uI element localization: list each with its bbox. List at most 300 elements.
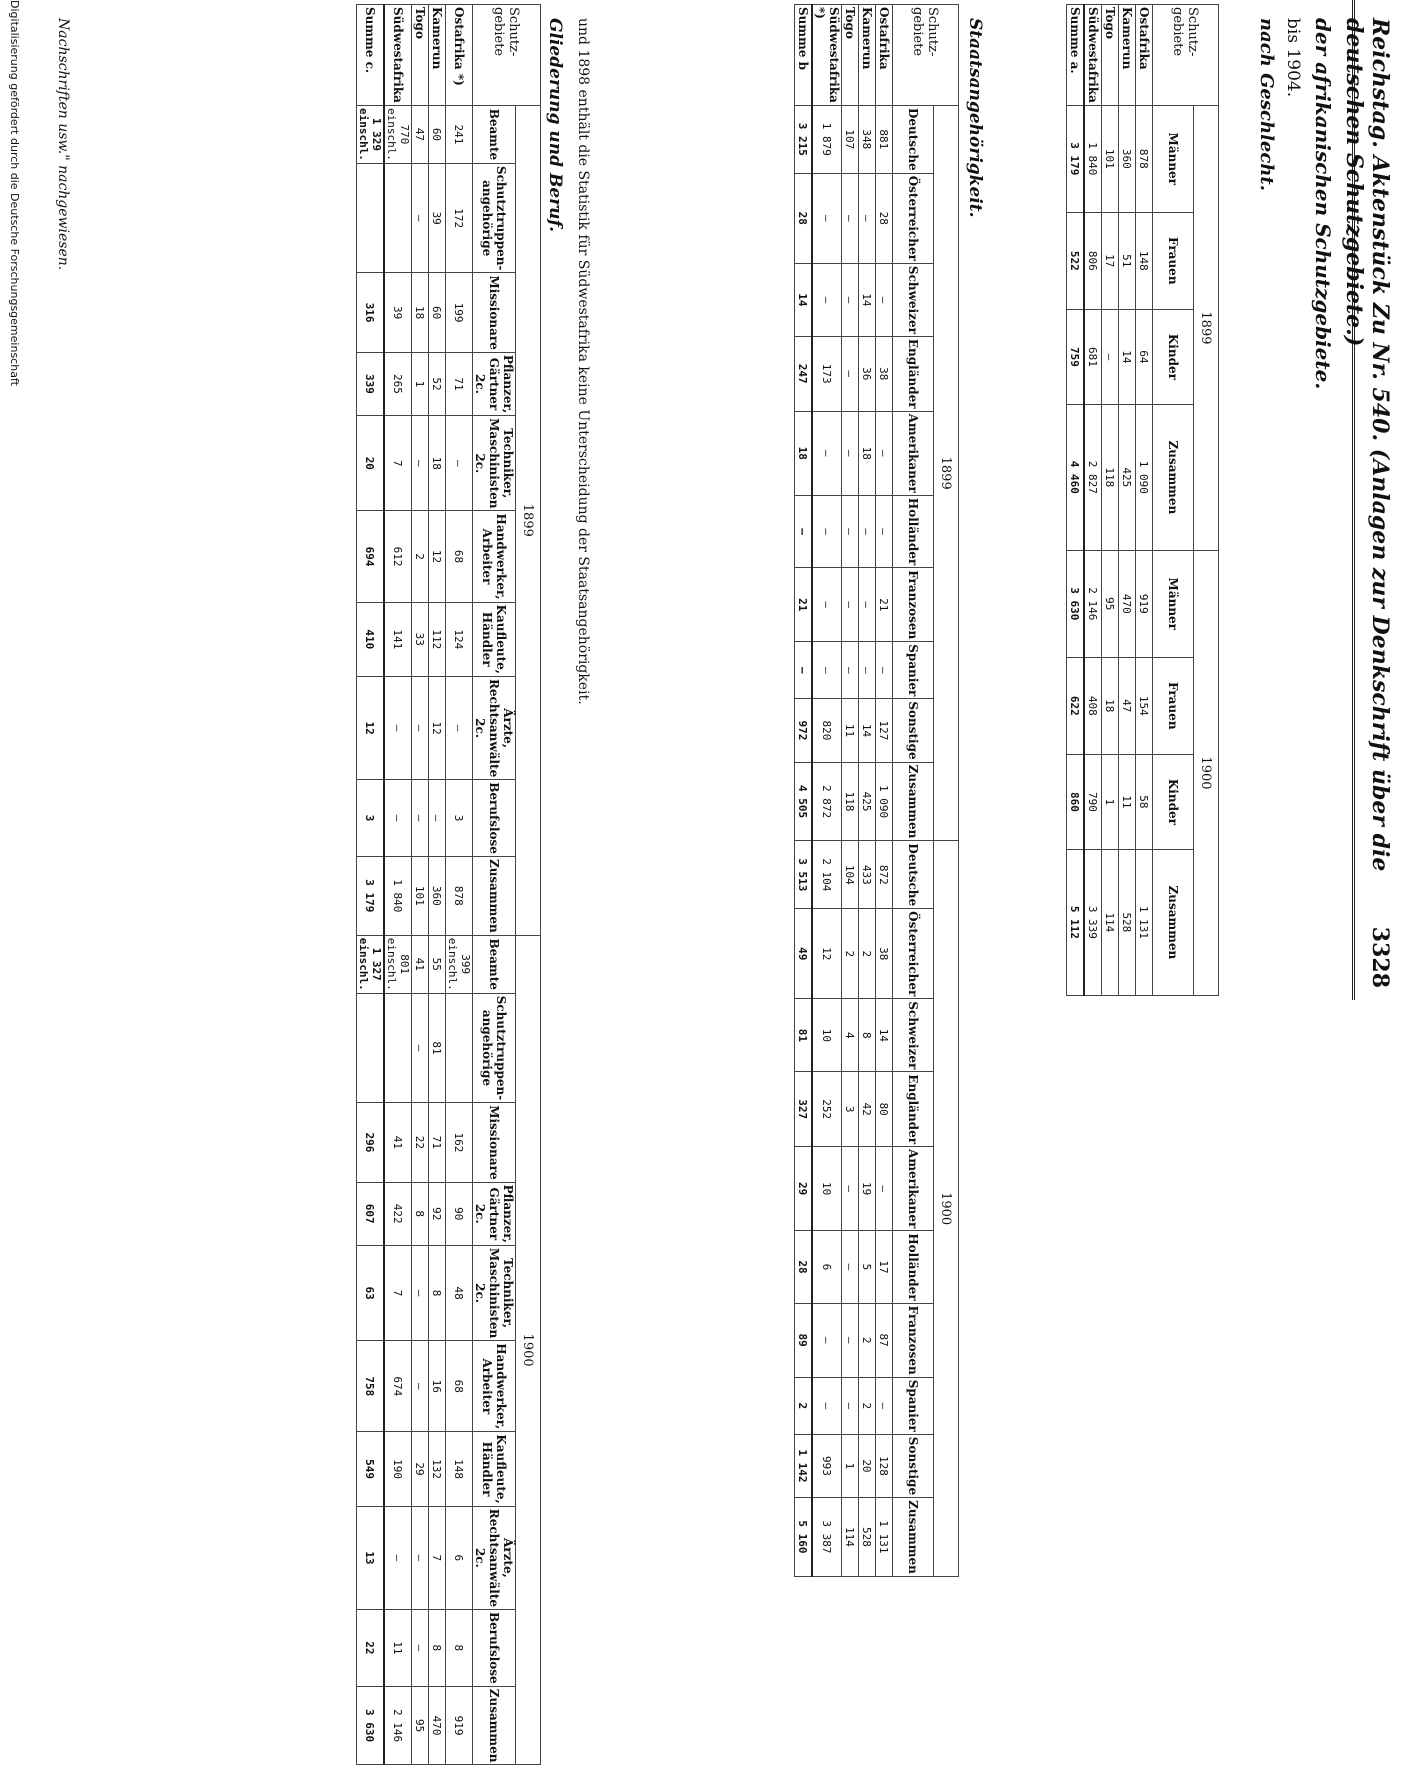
sum-cell: 972 xyxy=(795,699,813,762)
table-cell: — xyxy=(446,416,473,511)
year-header-row xyxy=(934,5,959,1577)
column-header: Ärzte, Rechtsanwälte 2c. xyxy=(473,676,516,779)
sum-cell: 622 xyxy=(1067,657,1085,754)
column-header: Amerikaner xyxy=(893,411,934,495)
table-cell: 10 xyxy=(812,1147,842,1231)
table-cell: — xyxy=(842,263,859,336)
table-cell: — xyxy=(842,642,859,699)
column-header: Zusammen xyxy=(473,1686,516,1765)
table-cell: 95 xyxy=(412,1686,429,1765)
sum-cell: 3 513 xyxy=(795,841,813,909)
table-cell: 2 xyxy=(859,909,876,999)
table-cell: 11 xyxy=(384,1610,412,1687)
table-cell: 58 xyxy=(1136,755,1153,850)
table-cell: 820 xyxy=(812,699,842,762)
table-cell: 114 xyxy=(1102,849,1119,995)
table-cell: 770 einschl. xyxy=(384,105,412,163)
table-cell: 5 xyxy=(859,1231,876,1303)
sum-cell: 247 xyxy=(795,336,813,411)
row-label: Südwestafrika *) xyxy=(812,5,842,106)
table-cell: 881 xyxy=(876,105,893,173)
table-cell: 2 146 xyxy=(1084,550,1102,657)
table-cell: — xyxy=(876,263,893,336)
column-header: Österreicher xyxy=(893,173,934,263)
table-cell: 81 xyxy=(429,993,446,1103)
table-cell: 8 xyxy=(429,1610,446,1687)
table-cell: — xyxy=(842,495,859,567)
table-cell: 124 xyxy=(446,602,473,676)
col-label: Schutz- gebiete xyxy=(473,5,541,106)
table-cell: 8 xyxy=(859,999,876,1072)
row-label: Togo xyxy=(412,5,429,106)
table-cell: 528 xyxy=(859,1498,876,1577)
table-cell: 92 xyxy=(429,1182,446,1245)
table-cell: 60 xyxy=(429,105,446,163)
sum-cell: 14 xyxy=(795,263,813,336)
table-cell: — xyxy=(842,411,859,495)
table-cell: — xyxy=(859,173,876,263)
table-cell: 47 xyxy=(1119,657,1136,754)
table-cell: 114 xyxy=(842,1498,859,1577)
table-cell: — xyxy=(384,780,412,857)
table-row xyxy=(842,5,859,1577)
digitization-note: Digitalisierung gefördert durch die Deutsche Forschungsgemeinschaft xyxy=(8,0,21,386)
column-header: Missionare xyxy=(473,273,516,352)
table-cell: 36 xyxy=(859,336,876,411)
sum-cell: 18 xyxy=(795,411,813,495)
table-cell: — xyxy=(412,1341,429,1432)
table-cell: 801 einschl. xyxy=(384,935,412,993)
column-header: Kaufleute, Händler xyxy=(473,602,516,676)
table-cell: 6 xyxy=(446,1506,473,1609)
sum-cell: 3 179 xyxy=(1067,105,1085,212)
table-cell: 52 xyxy=(429,352,446,415)
table-cell: 51 xyxy=(1119,212,1136,309)
column-header: Zusammen xyxy=(1153,404,1194,550)
table-c-caption: Gliederung und Beruf. xyxy=(545,18,565,233)
table-cell: 38 xyxy=(876,336,893,411)
table-cell: 48 xyxy=(446,1245,473,1340)
table-cell: 1 840 xyxy=(384,856,412,935)
table-cell: 1 090 xyxy=(876,762,893,841)
column-header: Zusammen xyxy=(893,1498,934,1577)
column-header: Berufslose xyxy=(473,780,516,857)
sum-cell: 49 xyxy=(795,909,813,999)
column-header: Missionare xyxy=(473,1103,516,1182)
table-cell: — xyxy=(412,1245,429,1340)
table-cell: — xyxy=(812,263,842,336)
table-cell: 14 xyxy=(876,999,893,1072)
sum-cell xyxy=(357,163,385,273)
table-gender xyxy=(1066,4,1219,996)
table-cell: 252 xyxy=(812,1072,842,1147)
table-cell: 674 xyxy=(384,1341,412,1432)
year-header-row xyxy=(516,5,541,1765)
table-cell: 422 xyxy=(384,1182,412,1245)
sum-cell: — xyxy=(795,495,813,567)
column-header: Schweizer xyxy=(893,263,934,336)
table-cell: 10 xyxy=(812,999,842,1072)
table-row xyxy=(384,5,412,1765)
page-header xyxy=(1341,0,1403,1000)
column-header: Zusammen xyxy=(1153,849,1194,995)
table-cell: — xyxy=(842,1147,859,1231)
column-header: Techniker, Maschinisten 2c. xyxy=(473,1245,516,1340)
page-number: 3328 xyxy=(1367,926,1393,988)
column-header: Berufslose xyxy=(473,1610,516,1687)
table-cell: 1 xyxy=(412,352,429,415)
table-cell: 68 xyxy=(446,1341,473,1432)
sum-cell: 3 179 xyxy=(357,856,385,935)
table-cell: 425 xyxy=(859,762,876,841)
table-cell: 2 872 xyxy=(812,762,842,841)
table-cell: 265 xyxy=(384,352,412,415)
table-cell: 2 xyxy=(842,909,859,999)
row-label: Südwestafrika xyxy=(384,5,412,106)
table-cell: — xyxy=(412,163,429,273)
year-header: 1900 xyxy=(516,935,541,1765)
sum-cell: 4 460 xyxy=(1067,404,1085,550)
sum-cell: 2 xyxy=(795,1377,813,1434)
table-cell: 42 xyxy=(859,1072,876,1147)
column-header: Männer xyxy=(1153,105,1194,212)
table-cell: 104 xyxy=(842,841,859,909)
sum-cell: 12 xyxy=(357,676,385,779)
table-cell: 38 xyxy=(876,909,893,999)
table-cell: 790 xyxy=(1084,755,1102,850)
table-cell: 20 xyxy=(859,1434,876,1497)
table-cell: 8 xyxy=(412,1182,429,1245)
column-header: Zusammen xyxy=(473,856,516,935)
table-cell: 12 xyxy=(429,511,446,602)
row-label: Togo xyxy=(842,5,859,106)
table-cell: 128 xyxy=(876,1434,893,1497)
table-cell: 39 xyxy=(429,163,446,273)
table-cell: 3 xyxy=(842,1072,859,1147)
table-cell: 29 xyxy=(412,1432,429,1506)
column-header: Kinder xyxy=(1153,755,1194,850)
table-cell: 3 387 xyxy=(812,1498,842,1577)
column-header-row xyxy=(893,5,934,1577)
row-label: Kamerun xyxy=(859,5,876,106)
table-cell: 148 xyxy=(446,1432,473,1506)
column-header: Techniker, Maschinisten 2c. xyxy=(473,416,516,511)
table-row xyxy=(876,5,893,1577)
column-header-row xyxy=(1153,5,1194,996)
column-header-row xyxy=(473,5,516,1765)
table-cell: 47 xyxy=(412,105,429,163)
row-label: Togo xyxy=(1102,5,1119,106)
table-cell: 190 xyxy=(384,1432,412,1506)
sum-cell: 89 xyxy=(795,1303,813,1377)
table-cell: 1 840 xyxy=(1084,105,1102,212)
table-cell: 360 xyxy=(429,856,446,935)
table-cell: — xyxy=(412,676,429,779)
table-cell: — xyxy=(876,1377,893,1434)
table-cell: 241 xyxy=(446,105,473,163)
sum-cell: 28 xyxy=(795,173,813,263)
table-row xyxy=(1102,5,1119,996)
table-cell: 681 xyxy=(1084,310,1102,405)
sum-cell: 694 xyxy=(357,511,385,602)
table-cell: — xyxy=(842,1231,859,1303)
table-cell: 7 xyxy=(384,416,412,511)
table-cell: — xyxy=(859,495,876,567)
sum-cell: 1 327 einschl. xyxy=(357,935,385,993)
table-cell: 132 xyxy=(429,1432,446,1506)
footnote: Nachschriften usw." nachgewiesen. xyxy=(55,18,71,271)
table-cell: 172 xyxy=(446,163,473,273)
table-cell: 41 xyxy=(384,1103,412,1182)
column-header: Handwerker, Arbeiter xyxy=(473,511,516,602)
year-header: 1900 xyxy=(934,841,959,1576)
sum-cell: 3 xyxy=(357,780,385,857)
table-nationality xyxy=(794,4,959,1577)
table-cell: 19 xyxy=(859,1147,876,1231)
sum-cell: 63 xyxy=(357,1245,385,1340)
table-row xyxy=(429,5,446,1765)
column-header: Frauen xyxy=(1153,657,1194,754)
sum-cell: 1 329 einschl. xyxy=(357,105,385,163)
table-cell: 2 xyxy=(412,511,429,602)
table-cell: 919 xyxy=(446,1686,473,1765)
table-cell: 41 xyxy=(412,935,429,993)
table-row xyxy=(859,5,876,1577)
table-cell: 28 xyxy=(876,173,893,263)
sum-cell: 81 xyxy=(795,999,813,1072)
row-label: Ostafrika *) xyxy=(446,5,473,106)
sum-cell: 339 xyxy=(357,352,385,415)
table-cell: 101 xyxy=(412,856,429,935)
table-cell: 112 xyxy=(429,602,446,676)
table-cell: — xyxy=(446,676,473,779)
table-cell: — xyxy=(412,1610,429,1687)
table-row xyxy=(1084,5,1102,996)
sum-cell: 4 505 xyxy=(795,762,813,841)
sum-cell: 522 xyxy=(1067,212,1085,309)
sum-cell: 3 215 xyxy=(795,105,813,173)
table-cell: — xyxy=(842,1303,859,1377)
sum-cell: 410 xyxy=(357,602,385,676)
row-label: Kamerun xyxy=(429,5,446,106)
column-header: Sonstige xyxy=(893,1434,934,1497)
sum-cell: 607 xyxy=(357,1182,385,1245)
table-cell: 118 xyxy=(842,762,859,841)
table-cell: 107 xyxy=(842,105,859,173)
table-cell: 806 xyxy=(1084,212,1102,309)
sum-label: Summe a. xyxy=(1067,5,1085,106)
column-header: Deutsche xyxy=(893,841,934,909)
column-header: Schutztruppen-angehörige xyxy=(473,163,516,273)
sum-row xyxy=(1067,5,1085,996)
row-label: Ostafrika xyxy=(1136,5,1153,106)
table-cell: 612 xyxy=(384,511,412,602)
table-cell: — xyxy=(412,993,429,1103)
table-cell: 3 xyxy=(446,780,473,857)
table-cell: 87 xyxy=(876,1303,893,1377)
table-row xyxy=(412,5,429,1765)
column-header: Männer xyxy=(1153,550,1194,657)
table-cell: 1 131 xyxy=(1136,849,1153,995)
table-cell: 14 xyxy=(1119,310,1136,405)
sum-cell xyxy=(357,993,385,1103)
table-cell: — xyxy=(812,1303,842,1377)
table-cell: 1 131 xyxy=(876,1498,893,1577)
table-cell: 21 xyxy=(876,568,893,642)
table-cell: — xyxy=(876,1147,893,1231)
table-cell: 18 xyxy=(1102,657,1119,754)
col-label: Schutz- gebiete xyxy=(893,5,959,106)
sum-cell: 3 630 xyxy=(1067,550,1085,657)
sum-cell: 327 xyxy=(795,1072,813,1147)
table-cell: — xyxy=(812,642,842,699)
column-header: Spanier xyxy=(893,642,934,699)
table-cell: 872 xyxy=(876,841,893,909)
table-cell: 2 827 xyxy=(1084,404,1102,550)
section-title: der afrikanischen Schutzgebiete. xyxy=(1311,18,1335,390)
table-row xyxy=(1136,5,1153,996)
table-cell: 127 xyxy=(876,699,893,762)
sum-cell: — xyxy=(795,642,813,699)
column-header: Spanier xyxy=(893,1377,934,1434)
sum-cell: 1 142 xyxy=(795,1434,813,1497)
table-row xyxy=(446,5,473,1765)
table-cell: 878 xyxy=(446,856,473,935)
year-header: 1899 xyxy=(934,105,959,840)
table-cell: 360 xyxy=(1119,105,1136,212)
table-cell: 6 xyxy=(812,1231,842,1303)
sum-row xyxy=(357,5,385,1765)
table-cell: — xyxy=(842,173,859,263)
table-cell: 101 xyxy=(1102,105,1119,212)
table-cell: — xyxy=(859,568,876,642)
table-cell: 118 xyxy=(1102,404,1119,550)
table-cell: — xyxy=(412,416,429,511)
sum-cell: 316 xyxy=(357,273,385,352)
table-cell: 12 xyxy=(812,909,842,999)
column-header: Zusammen xyxy=(893,762,934,841)
table-cell: — xyxy=(812,568,842,642)
table-cell: 18 xyxy=(859,411,876,495)
row-label: Ostafrika xyxy=(876,5,893,106)
section-subtitle: bis 1904. xyxy=(1283,18,1303,98)
sum-row xyxy=(795,5,813,1577)
table-cell: 17 xyxy=(876,1231,893,1303)
table-cell: 154 xyxy=(1136,657,1153,754)
column-header: Engländer xyxy=(893,1072,934,1147)
row-label: Kamerun xyxy=(1119,5,1136,106)
sum-label: Summe b xyxy=(795,5,813,106)
table-cell: 71 xyxy=(429,1103,446,1182)
table-cell: 348 xyxy=(859,105,876,173)
table-cell: 60 xyxy=(429,273,446,352)
table-cell: 470 xyxy=(1119,550,1136,657)
column-header: Holländer xyxy=(893,1231,934,1303)
table-cell: 173 xyxy=(812,336,842,411)
table-cell: 141 xyxy=(384,602,412,676)
table-cell: 919 xyxy=(1136,550,1153,657)
table-cell: — xyxy=(812,495,842,567)
sum-cell: 28 xyxy=(795,1231,813,1303)
column-header: Kinder xyxy=(1153,310,1194,405)
year-header: 1899 xyxy=(516,105,541,935)
column-header: Schutztruppen-angehörige xyxy=(473,993,516,1103)
table-cell: — xyxy=(842,568,859,642)
header-title: Reichstag. Aktenstück Zu Nr. 540. (Anlagen zur Denkschrift über die deutschen Schutzgebiete.) xyxy=(1341,18,1393,872)
sum-cell: 29 xyxy=(795,1147,813,1231)
column-header: Franzosen xyxy=(893,1303,934,1377)
column-header: Handwerker, Arbeiter xyxy=(473,1341,516,1432)
table-row xyxy=(1119,5,1136,996)
column-header: Franzosen xyxy=(893,568,934,642)
table-cell: 2 146 xyxy=(384,1686,412,1765)
table-cell: 8 xyxy=(446,1610,473,1687)
table-cell: — xyxy=(876,411,893,495)
column-header: Sonstige xyxy=(893,699,934,762)
column-header: Österreicher xyxy=(893,909,934,999)
column-header: Pflanzer, Gärtner 2c. xyxy=(473,1182,516,1245)
table-cell: — xyxy=(842,1377,859,1434)
column-header: Holländer xyxy=(893,495,934,567)
table-a-caption: nach Geschlecht. xyxy=(1256,18,1277,191)
table-cell: 148 xyxy=(1136,212,1153,309)
column-header: Beamte xyxy=(473,105,516,163)
table-cell: 68 xyxy=(446,511,473,602)
table-cell: — xyxy=(812,411,842,495)
table-cell: 3 339 xyxy=(1084,849,1102,995)
column-header: Pflanzer, Gärtner 2c. xyxy=(473,352,516,415)
sum-cell: 758 xyxy=(357,1341,385,1432)
table-cell: — xyxy=(1102,310,1119,405)
table-cell xyxy=(446,993,473,1103)
table-b-note: und 1898 enthält die Statistik für Südwestafrika keine Unterscheidung der Staatsangehörigkeit. xyxy=(575,18,591,705)
sum-cell: 13 xyxy=(357,1506,385,1609)
sum-cell: 22 xyxy=(357,1610,385,1687)
table-cell: 11 xyxy=(842,699,859,762)
table-cell: 1 xyxy=(1102,755,1119,850)
sum-cell: 3 630 xyxy=(357,1686,385,1765)
table-cell: 399 einschl. xyxy=(446,935,473,993)
row-label: Südwestafrika xyxy=(1084,5,1102,106)
table-cell: — xyxy=(876,642,893,699)
table-cell: 1 879 xyxy=(812,105,842,173)
table-cell: — xyxy=(412,780,429,857)
table-cell: 7 xyxy=(429,1506,446,1609)
column-header: Frauen xyxy=(1153,212,1194,309)
table-cell: 90 xyxy=(446,1182,473,1245)
table-cell: 8 xyxy=(429,1245,446,1340)
table-cell: 2 xyxy=(859,1303,876,1377)
column-header: Schweizer xyxy=(893,999,934,1072)
table-row xyxy=(812,5,842,1577)
year-header: 1900 xyxy=(1194,550,1219,995)
table-cell: 470 xyxy=(429,1686,446,1765)
column-header: Amerikaner xyxy=(893,1147,934,1231)
table-cell: 4 xyxy=(842,999,859,1072)
table-cell: — xyxy=(842,336,859,411)
table-cell: 16 xyxy=(429,1341,446,1432)
table-cell: — xyxy=(812,173,842,263)
table-cell: 95 xyxy=(1102,550,1119,657)
column-header: Beamte xyxy=(473,935,516,993)
table-cell: 64 xyxy=(1136,310,1153,405)
table-b-caption: Staatsangehörigkeit. xyxy=(965,18,985,218)
table-cell: 7 xyxy=(384,1245,412,1340)
table-cell: 162 xyxy=(446,1103,473,1182)
table-cell: 2 xyxy=(859,1377,876,1434)
table-cell: 1 090 xyxy=(1136,404,1153,550)
table-cell: 18 xyxy=(429,416,446,511)
